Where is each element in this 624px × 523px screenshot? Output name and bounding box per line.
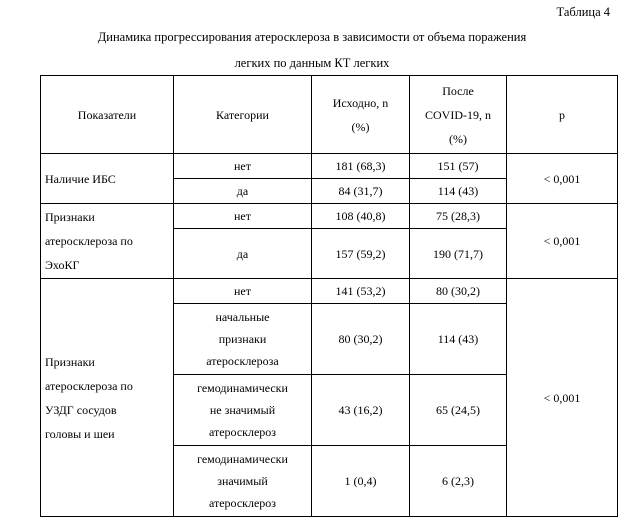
p-value-cell: < 0,001 <box>507 154 618 204</box>
after-cell: 75 (28,3) <box>410 204 507 229</box>
table-caption: Таблица 4 <box>556 5 610 19</box>
category-cell: нет <box>174 204 312 229</box>
header-after-covid <box>410 76 507 154</box>
category-cell: нет <box>174 279 312 304</box>
baseline-cell: 157 (59,2) <box>312 229 410 279</box>
table-title-line-1: Динамика прогрессирования атеросклероза в зависимости от объема поражения <box>97 30 527 44</box>
after-cell: 65 (24,5) <box>410 375 507 446</box>
baseline-cell: 1 (0,4) <box>312 446 410 517</box>
baseline-cell: 80 (30,2) <box>312 304 410 375</box>
baseline-cell: 108 (40,8) <box>312 204 410 229</box>
group-label-uzdg: Признаки атеросклероза по УЗДГ сосудов головы и шеи <box>41 279 174 517</box>
group-label-echo: Признаки атеросклероза по ЭхоКГ <box>41 204 174 279</box>
category-cell: нет <box>174 154 312 179</box>
header-after-line-1: После <box>442 83 474 98</box>
table-title-line-2: легких по данным КТ легких <box>234 56 390 70</box>
header-after-line-2: COVID-19, n <box>425 107 491 122</box>
baseline-cell: 43 (16,2) <box>312 375 410 446</box>
data-table <box>40 75 618 517</box>
table-header-row <box>41 76 618 154</box>
category-cell: гемодинамически не значимый атеросклероз <box>174 375 312 446</box>
p-value-cell: < 0,001 <box>507 204 618 279</box>
after-cell: 80 (30,2) <box>410 279 507 304</box>
table-row <box>41 154 618 179</box>
baseline-cell: 181 (68,3) <box>312 154 410 179</box>
header-categories: Категории <box>174 76 312 154</box>
category-cell: начальные признаки атеросклероза <box>174 304 312 375</box>
category-cell: гемодинамически значимый атеросклероз <box>174 446 312 517</box>
after-cell: 151 (57) <box>410 154 507 179</box>
p-value-cell: < 0,001 <box>507 279 618 517</box>
table-row <box>41 279 618 304</box>
after-cell: 6 (2,3) <box>410 446 507 517</box>
category-cell: да <box>174 229 312 279</box>
header-baseline-line-2: (%) <box>351 119 370 134</box>
header-p: p <box>507 76 618 154</box>
after-cell: 190 (71,7) <box>410 229 507 279</box>
after-cell: 114 (43) <box>410 304 507 375</box>
table-row <box>41 204 618 229</box>
header-indicator: Показатели <box>41 76 174 154</box>
category-cell: да <box>174 179 312 204</box>
group-label-ibs: Наличие ИБС <box>41 154 174 204</box>
header-baseline <box>312 76 410 154</box>
baseline-cell: 84 (31,7) <box>312 179 410 204</box>
header-baseline-line-1: Исходно, n <box>332 95 389 110</box>
baseline-cell: 141 (53,2) <box>312 279 410 304</box>
after-cell: 114 (43) <box>410 179 507 204</box>
header-after-line-3: (%) <box>449 131 467 146</box>
